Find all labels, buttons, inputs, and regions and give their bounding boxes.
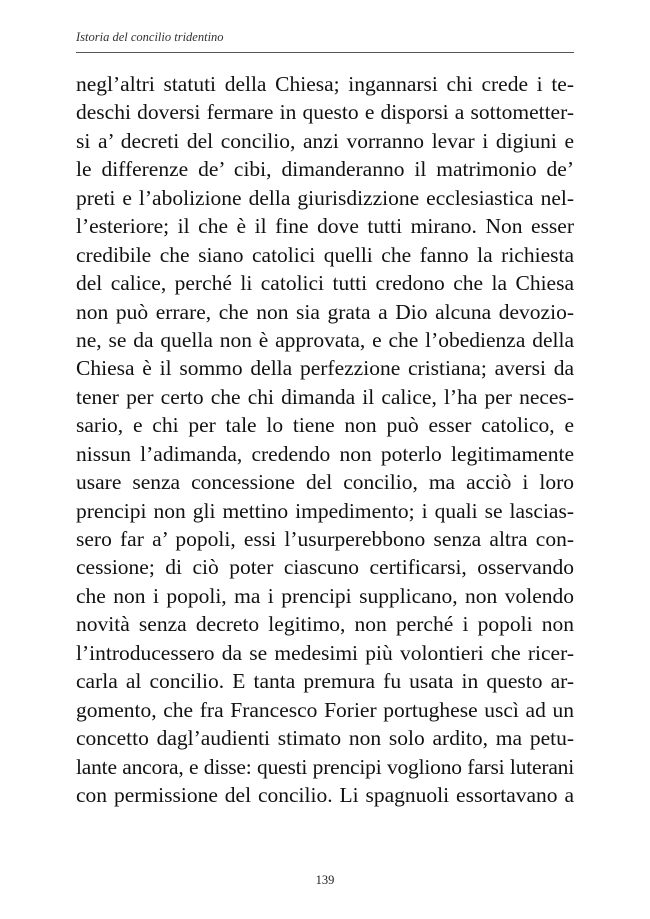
text-line: le differenze de’ cibi, dimanderanno il matrimonio de’: [76, 157, 574, 182]
text-line: si a’ decreti del concilio, anzi vorranno levar i digiuni e: [76, 128, 574, 153]
text-line: negl’altri statuti della Chiesa; ingannarsi chi crede i te-: [76, 72, 574, 96]
text-line: sero far a’ popoli, essi l’usurperebbono senza altra con-: [76, 527, 574, 551]
text-line: Chiesa è il sommo della perfezzione cristiana; aversi da: [76, 356, 574, 381]
body-text: [76, 70, 574, 809]
page-number: 139: [315, 873, 335, 887]
text-line: che non i popoli, ma i prencipi supplicano, non volendo: [76, 583, 574, 608]
text-line: concetto dagl’audienti stimato non solo ardito, ma petu-: [76, 726, 574, 751]
text-line: non può errare, che non sia grata a Dio alcuna devozio-: [76, 299, 574, 324]
text-line: l’introducessero da se medesimi più volontieri che ricer-: [76, 640, 574, 665]
text-line: preti e l’abolizione della giurisdizzione ecclesiastica nel-: [76, 185, 574, 210]
header-divider: [76, 52, 574, 53]
text-line: prencipi non gli mettino impedimento; i quali se lascias-: [76, 498, 574, 523]
text-line: gomento, che fra Francesco Forier portughese uscì ad un: [76, 697, 574, 722]
text-line: sario, e chi per tale lo tiene non può esser catolico, e: [76, 413, 574, 438]
text-line: novità senza decreto legitimo, non perché i popoli non: [76, 612, 574, 637]
text-line: ne, se da quella non è approvata, e che l’obedienza della: [76, 327, 574, 352]
text-line: tener per certo che chi dimanda il calice, l’ha per neces-: [76, 384, 574, 409]
text-line: carla al concilio. E tanta premura fu usata in questo ar-: [76, 669, 574, 694]
text-line: nissun l’adimanda, credendo non poterlo legitimamente: [76, 441, 574, 466]
text-line: deschi doversi fermare in questo e disporsi a sottometter-: [76, 100, 574, 125]
text-line: lante ancora, e disse: questi prencipi vogliono farsi luterani: [76, 754, 574, 779]
running-header-title: Istoria del concilio tridentino: [76, 30, 224, 44]
text-line: credibile che siano catolici quelli che fanno la richiesta: [76, 242, 574, 267]
text-line: l’esteriore; il che è il fine dove tutti mirano. Non esser: [76, 214, 574, 239]
text-line: del calice, perché li catolici tutti credono che la Chiesa: [76, 271, 574, 296]
text-line: usare senza concessione del concilio, ma acciò i loro: [76, 470, 574, 495]
text-line: con permissione del concilio. Li spagnuoli essortavano a: [76, 782, 574, 807]
text-line: cessione; di ciò poter ciascuno certificarsi, osservando: [76, 555, 574, 580]
